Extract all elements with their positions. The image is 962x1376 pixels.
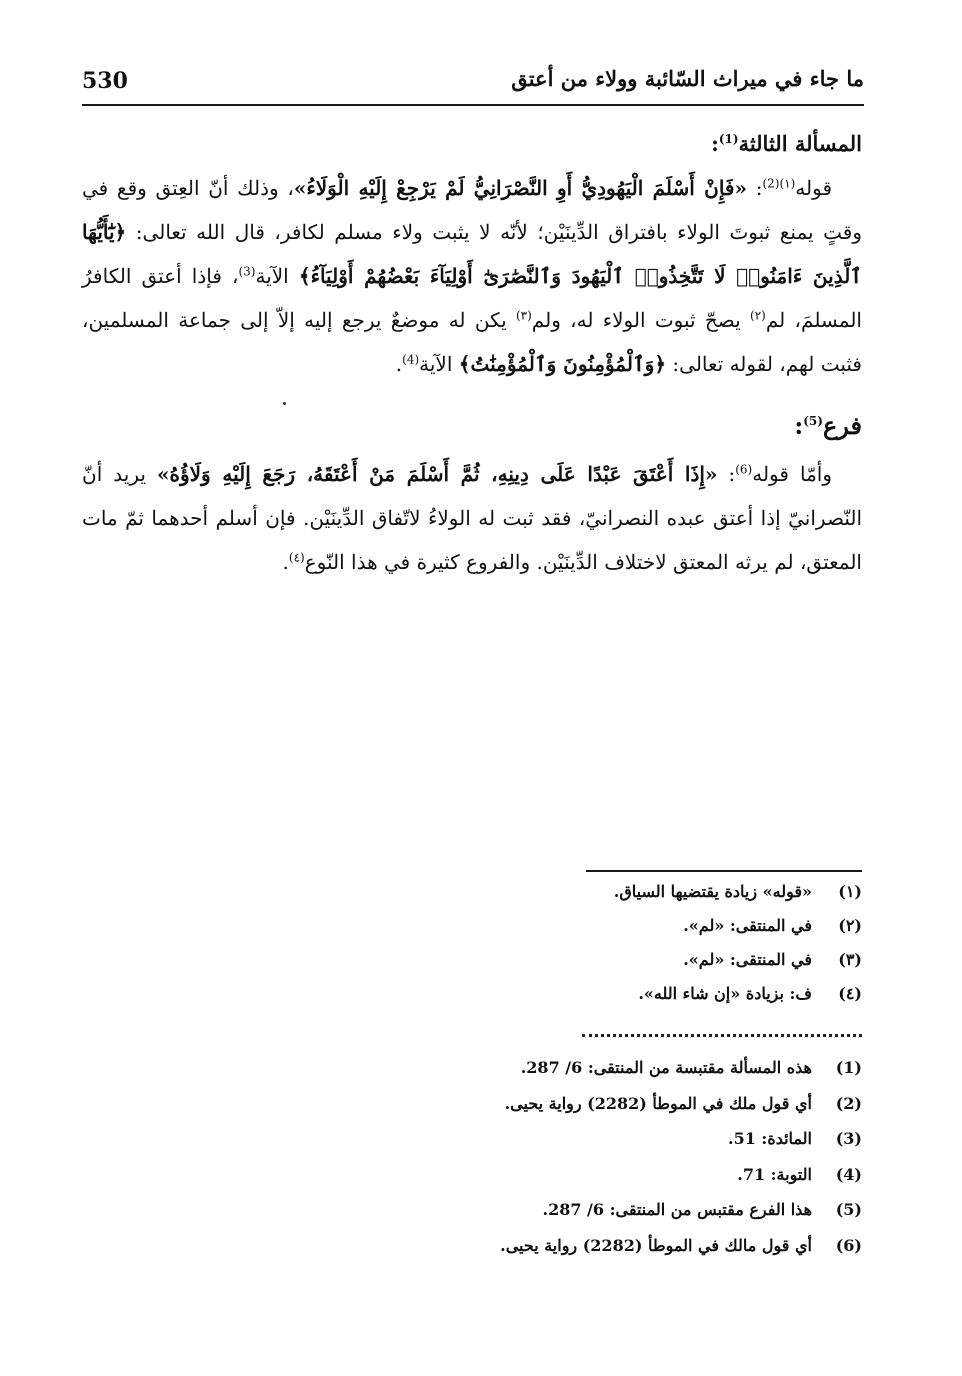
footnote-ref: (1) <box>718 132 739 146</box>
footnote-number: (3) <box>835 1129 862 1148</box>
footnote-text: هذه المسألة مقتبسة من المنتقى: 6/ 287. <box>520 1058 812 1077</box>
footnote-text: ف: بزيادة «إن شاء الله». <box>638 984 812 1003</box>
paragraph-1 <box>82 166 862 386</box>
text-run: الآية <box>419 352 459 376</box>
dotted-separator <box>582 1034 862 1037</box>
main-text <box>82 122 862 584</box>
section-heading-text: المسألة الثالثة <box>738 131 862 156</box>
text-run: وأمّا قوله <box>752 462 833 486</box>
text-run: ، فإذا أعتق الكافرُ المسلمَ، لم <box>82 264 862 332</box>
footnote-item <box>342 1200 862 1236</box>
footnote-text: المائدة: 51. <box>728 1129 812 1148</box>
header-rule <box>82 104 864 106</box>
text-run: يصحّ ثبوت الولاء له، ولم <box>531 308 751 332</box>
sub-heading: فرع$^{(5)}$: <box>794 411 862 440</box>
footnotes-editor <box>342 1058 862 1271</box>
hadith-quote: «فَإِنْ أَسْلَمَ الْيَهُودِيُّ أَوِ النَّصْرَانِيُّ لَمْ يَرْجِعْ إِلَيْهِ الْوَلَاءُ» <box>293 176 747 200</box>
footnote-number: (1) <box>835 1058 862 1077</box>
text-run: . <box>282 550 289 574</box>
footnote-text: التوبة: 71. <box>737 1164 812 1184</box>
footnote-item <box>342 1236 862 1272</box>
footnote-item <box>342 882 862 916</box>
hadith-quote: «إِذَا أَعْتَقَ عَبْدًا عَلَى دِينِهِ، ثُمَّ أَسْلَمَ مَنْ أَعْتَقَهُ، رَجَعَ إِلَيْهِ وَلَاؤُهُ» <box>157 462 718 486</box>
text-run: : <box>747 176 763 200</box>
footnote-number: (٢) <box>838 916 862 935</box>
footnote-text: «قوله» زيادة يقتضيها السياق. <box>613 882 812 901</box>
footnote-ref: (4) <box>402 352 420 367</box>
footnote-item <box>342 916 862 950</box>
page-number: 530 <box>82 68 128 94</box>
footnote-item <box>342 1129 862 1165</box>
footnote-number: (٣) <box>838 950 862 969</box>
footnote-item <box>342 1094 862 1130</box>
paragraph-2 <box>82 452 862 584</box>
footnote-number: (5) <box>835 1200 862 1219</box>
text-run: الآية <box>255 264 299 288</box>
running-header <box>82 58 864 98</box>
footnote-item <box>342 984 862 1018</box>
footnote-number: (4) <box>835 1164 862 1184</box>
footnote-number: (١) <box>838 882 862 901</box>
footnote-ref: (3) <box>238 264 256 279</box>
footnote-number: (2) <box>835 1093 862 1113</box>
stray-dot <box>283 402 286 405</box>
footnote-ref: (5) <box>803 414 823 428</box>
text-run: يريد أنّ النّصرانيّ إذا أعتق عبده النصرانيّ، فقد ثبت له الولاءُ لاتّفاق الدِّينَيْن. فإن أسلم أحدهما ثمّ مات المعتق، لم يرثه المعتق لاختلاف الدِّينَيْن. والفروع كثيرة في هذا النّوع <box>82 462 862 574</box>
footnotes-original <box>342 882 862 1018</box>
footnote-text: أي قول ملك في الموطأ (2282) رواية يحيى. <box>504 1093 812 1113</box>
text-run: قوله <box>795 176 833 200</box>
footnote-number: (6) <box>835 1235 862 1255</box>
footnote-text: في المنتقى: «لم». <box>683 950 812 969</box>
text-run: ، وذلك أنّ العِتق وقع في وقتٍ يمنع ثبوتَ الولاء بافتراق الدِّينَيْن؛ لأنّه لا يثبت ولاء مسلم لكافر، قال الله تعالى: <box>82 176 862 244</box>
footnote-text: هذا الفرع مقتبس من المنتقى: 6/ 287. <box>542 1200 812 1219</box>
footnote-text: أي قول مالك في الموطأ (2282) رواية يحيى. <box>500 1235 812 1255</box>
section-heading: المسألة الثالثة$^{(1)}$: <box>711 131 862 156</box>
footnote-item <box>342 1165 862 1201</box>
footnote-rule <box>586 870 862 872</box>
footnote-ref: (١)(2) <box>762 176 796 191</box>
text-run: يكن له موضعٌ يرجع إليه إلاّ إلى جماعة المسلمين، فثبت لهم، لقوله تعالى: <box>82 308 862 376</box>
footnote-text: في المنتقى: «لم». <box>683 916 812 935</box>
footnote-ref: (٢) <box>750 308 766 323</box>
footnote-ref: (٤) <box>288 550 305 565</box>
text-run: . <box>395 352 403 376</box>
footnote-item <box>342 1058 862 1094</box>
footnote-item <box>342 950 862 984</box>
text-run: : <box>717 462 736 486</box>
footnote-ref: (6) <box>735 462 753 477</box>
footnote-ref: (٣) <box>515 308 532 323</box>
footnote-number: (٤) <box>838 984 862 1003</box>
sub-heading-text: فرع <box>822 411 862 440</box>
quran-verse: ﴿يَٰٓأَيُّهَا ٱلَّذِينَ ءَامَنُوا۟ لَا تَتَّخِذُوا۟ ٱلْيَهُودَ وَٱلنَّصَٰرَىٰٓ أَوْلِيَآءَ بَعْضُهُمْ أَوْلِيَآءُ﴾ <box>82 220 863 288</box>
running-title: ما جاء في ميراث السّائبة وولاء من أعتق <box>511 66 864 91</box>
quran-verse: ﴿وَٱلْمُؤْمِنُونَ وَٱلْمُؤْمِنَٰتُ﴾ <box>458 352 667 376</box>
